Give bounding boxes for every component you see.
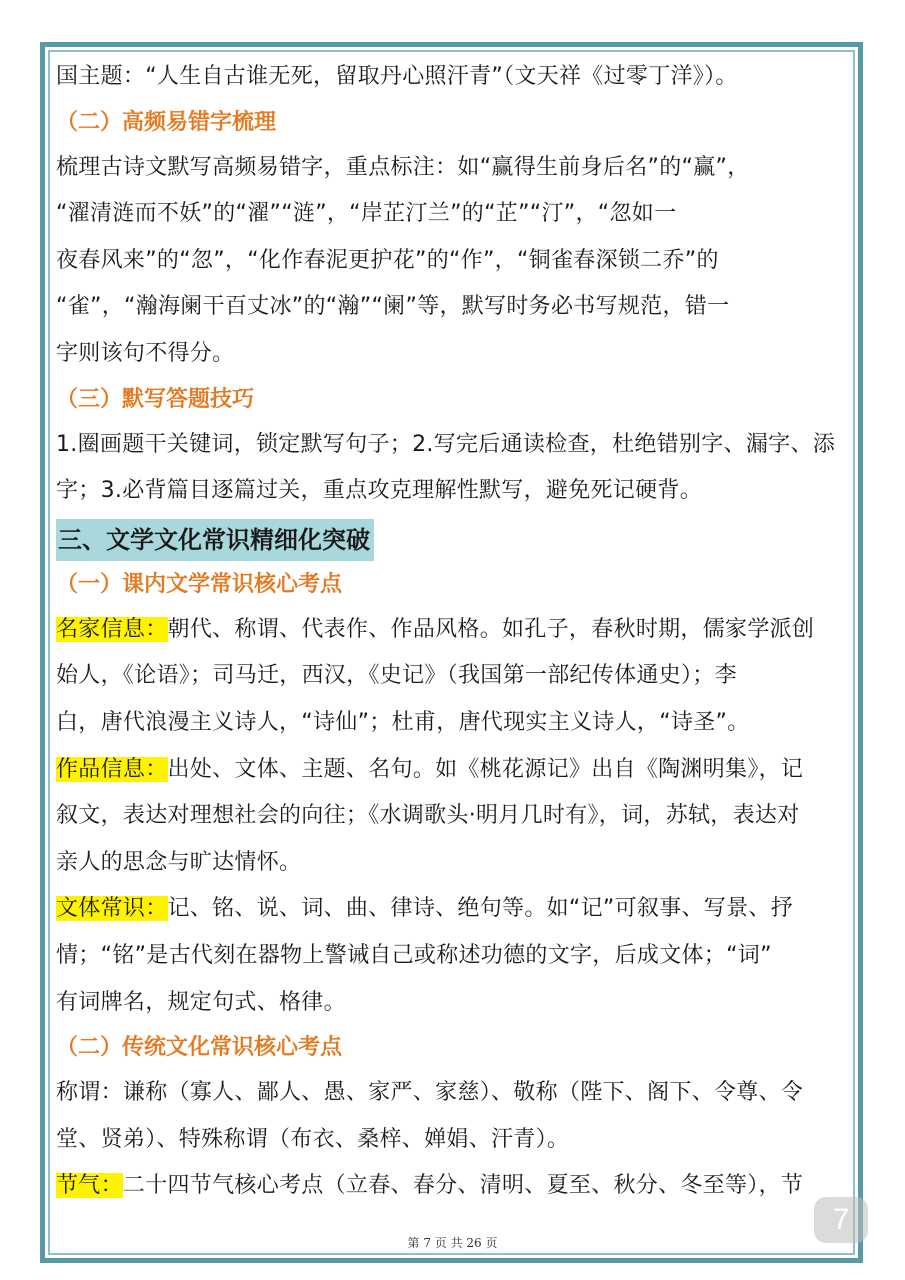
paragraph-line: 始人，《论语》；司马迁，西汉，《史记》（我国第一部纪传体通史）；李 <box>56 663 737 689</box>
subheading-typo-review: （二）高频易错字梳理 <box>56 109 277 135</box>
paragraph-line: 夜春风来”的“忽”，“化作春泥更护花”的“作”，“铜雀春深锁二乔”的 <box>56 247 719 273</box>
paragraph-line: 有词牌名，规定句式、格律。 <box>56 989 346 1015</box>
document-body <box>56 54 849 1210</box>
paragraph-line: 国主题：“人生自古谁无死，留取丹心照汗青”（文天祥《过零丁洋》）。 <box>56 64 738 89</box>
paragraph-line: “雀”，“瀚海阑干百丈冰”的“瀚”“阑”等，默写时务必书写规范，错一 <box>56 294 730 320</box>
line-text: 记、铭、说、词、曲、律诗、绝句等。如“记”可叙事、写景、抒 <box>167 896 794 922</box>
line-text: 二十四节气核心考点（立春、春分、清明、夏至、秋分、冬至等），节 <box>122 1173 804 1199</box>
paragraph-line <box>56 886 849 933</box>
section-heading-wrap <box>56 515 849 563</box>
subheading-literature-points: （一）课内文学常识核心考点 <box>56 571 343 597</box>
paragraph-line: 梳理古诗文默写高频易错字，重点标注：如“赢得生前身后名”的“赢”， <box>56 154 750 180</box>
paragraph-line <box>56 1163 849 1210</box>
highlight-label-wenti: 文体常识： <box>56 896 168 922</box>
paragraph-line <box>56 607 849 654</box>
subheading-culture-points: （二）传统文化常识核心考点 <box>56 1035 343 1061</box>
section-heading-literature: 三、文学文化常识精细化突破 <box>56 519 374 561</box>
page-footer: 第 7 页 共 26 页 <box>407 1236 498 1250</box>
paragraph-line: 白，唐代浪漫主义诗人，“诗仙”；杜甫，唐代现实主义诗人，“诗圣”。 <box>56 709 750 735</box>
paragraph-line: 堂、贤弟）、特殊称谓（布衣、桑梓、婵娟、汗青）。 <box>56 1126 570 1152</box>
paragraph-line: 亲人的思念与旷达情怀。 <box>56 849 302 875</box>
paragraph-line: 称谓：谦称（寡人、鄙人、愚、家严、家慈）、敬称（陛下、阁下、令尊、令 <box>56 1080 804 1106</box>
paragraph-line: 叙文，表达对理想社会的向往；《水调歌头·明月几时有》，词，苏轼，表达对 <box>56 803 800 829</box>
page-number-badge: 7 <box>814 1197 868 1243</box>
paragraph-line: 字则该句不得分。 <box>56 340 235 366</box>
paragraph-line <box>56 747 849 794</box>
highlight-label-mingjia: 名家信息： <box>56 616 168 642</box>
highlight-label-jieqi: 节气： <box>56 1173 123 1199</box>
paragraph-line: 1.圈画题干关键词，锁定默写句子；2.写完后通读检查，杜绝错别字、漏字、添 <box>56 431 836 457</box>
line-text: 朝代、称谓、代表作、作品风格。如孔子，春秋时期，儒家学派创 <box>167 616 815 642</box>
subheading-dictation-tips: （三）默写答题技巧 <box>56 386 255 412</box>
paragraph-line: 字；3.必背篇目逐篇过关，重点攻克理解性默写，避免死记硬背。 <box>56 478 702 504</box>
paragraph-line: “濯清涟而不妖”的“濯”“涟”，“岸芷汀兰”的“芷”“汀”，“忽如一 <box>56 201 677 227</box>
highlight-label-zuopin: 作品信息： <box>56 756 168 782</box>
line-text: 出处、文体、主题、名句。如《桃花源记》出自《陶渊明集》，记 <box>167 756 804 782</box>
paragraph-line: 情；“铭”是古代刻在器物上警诫自己或称述功德的文字，后成文体；“词” <box>56 942 772 968</box>
